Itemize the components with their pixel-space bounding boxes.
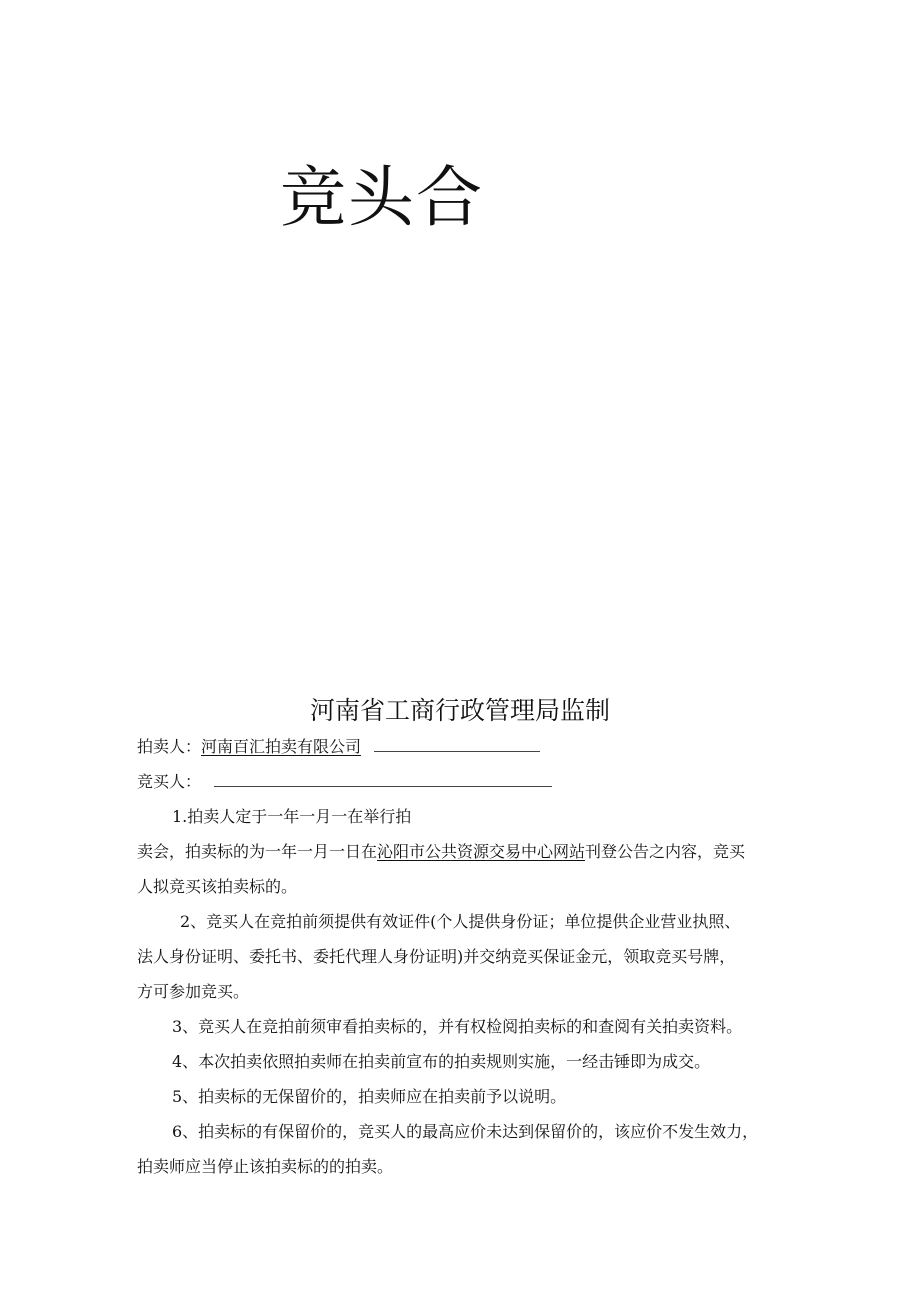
auctioneer-fill-line [374, 737, 540, 752]
bidder-fill-line [214, 772, 552, 787]
clause-3: 3、竞买人在竞拍前须审看拍卖标的，并有权检阅拍卖标的和查阅有关拍卖资料。 [172, 1017, 743, 1036]
document-title: 竞头合 [280, 159, 484, 236]
auctioneer-name: 河南百汇拍卖有限公司 [201, 737, 362, 756]
clause-2-line-1: 2、竞买人在竞拍前须提供有效证件(个人提供身份证；单位提供企业营业执照、 [180, 912, 741, 931]
clause-1-text-post: 刊登公告之内容，竞买 [585, 842, 746, 861]
auctioneer-row [137, 736, 540, 758]
trading-center-website: 沁阳市公共资源交易中心网站 [377, 842, 586, 861]
clause-1-line-3: 人拟竞买该拍卖标的。 [137, 877, 298, 896]
clause-6-line-1: 6、拍卖标的有保留价的，竞买人的最高应价未达到保留价的，该应价不发生效力， [172, 1122, 759, 1141]
clause-1-line-2 [137, 841, 745, 863]
auctioneer-label: 拍卖人： [137, 737, 202, 756]
bidder-label: 竞买人： [137, 772, 202, 791]
clause-2-line-3: 方可参加竞买。 [137, 982, 250, 1001]
bidder-row [137, 771, 552, 793]
clause-4: 4、本次拍卖依照拍卖师在拍卖前宣布的拍卖规则实施，一经击锤即为成交。 [172, 1052, 711, 1071]
clause-1-text-pre: 卖会，拍卖标的为一年一月一日在 [137, 842, 378, 861]
clause-1-line-1: 1.拍卖人定于一年一月一在举行拍 [172, 807, 412, 826]
clause-6-line-2: 拍卖师应当停止该拍卖标的的拍卖。 [137, 1157, 394, 1176]
clause-2-line-2: 法人身份证明、委托书、委托代理人身份证明)并交纳竞买保证金元，领取竞买号牌， [137, 947, 736, 966]
clause-5: 5、拍卖标的无保留价的，拍卖师应在拍卖前予以说明。 [172, 1087, 567, 1106]
supervisor-line: 河南省工商行政管理局监制 [310, 696, 611, 725]
